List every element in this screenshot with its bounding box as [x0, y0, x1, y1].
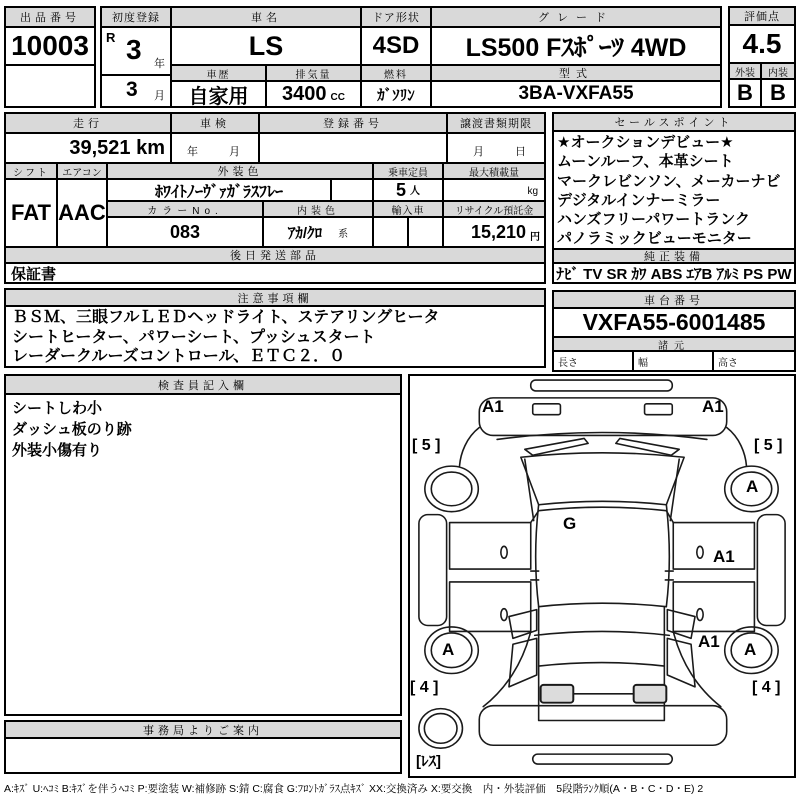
- grade-label: グレード: [432, 8, 720, 28]
- score-box: [728, 6, 796, 108]
- chassis-box: [552, 290, 796, 372]
- length-label: 長さ: [554, 352, 634, 370]
- max-load-unit: kg: [444, 180, 544, 202]
- car-name-value: LS: [172, 28, 362, 66]
- wheel-front-right-a-label: A: [746, 477, 759, 496]
- inspector-content: [6, 395, 400, 461]
- tire-rear-right-tread-label: [ 4 ]: [752, 679, 781, 696]
- first-registration-month-unit: 月: [154, 90, 165, 102]
- recycle-deposit-unit: 円: [530, 232, 540, 243]
- interior-grade-value: B: [770, 80, 786, 105]
- office-box: [4, 720, 402, 774]
- exterior-color-blank: [332, 180, 374, 202]
- inspector-line: 外装小傷有り: [12, 442, 103, 459]
- sales-point: ムーンルーフ、本革シート: [557, 153, 734, 171]
- displacement-value: 3400: [282, 82, 327, 105]
- sales-point: デジタルインナーミラー: [557, 191, 721, 209]
- first-registration-month-cell: [102, 76, 172, 106]
- transfer-doc-hint: 月 日: [448, 134, 544, 164]
- capacity-label: 乗車定員: [374, 164, 444, 180]
- transfer-doc-label: 譲渡書類期限: [448, 114, 544, 134]
- color-no-label: カラーNo.: [108, 202, 264, 218]
- later-shipping-value: 保証書: [11, 265, 57, 282]
- score-label: 評価点: [730, 8, 794, 26]
- spare-tire-less-label: [ﾚｽ]: [416, 753, 441, 770]
- color-no-value: 083: [108, 218, 264, 248]
- inspection-label: 車検: [172, 114, 260, 134]
- lot-number-value: 10003: [6, 28, 94, 66]
- model-code-label: 型式: [432, 66, 720, 82]
- sales-point: ハンズフリーパワートランク: [557, 211, 750, 229]
- first-registration-year-cell: [102, 28, 172, 76]
- mileage-label: 走行: [6, 114, 172, 134]
- factory-equipment-label: 純正装備: [554, 248, 794, 264]
- chassis-number-label: 車台番号: [554, 292, 794, 309]
- sales-points-label: セールスポイント: [554, 114, 794, 132]
- interior-color-value-cell: [264, 218, 374, 248]
- inspection-hint: 年 月: [172, 134, 260, 164]
- shift-value: FAT: [6, 180, 58, 248]
- factory-equipment-value: ﾅﾋﾞ TV SR ｶﾜ ABS ｴｱB ｱﾙﾐ PS PW: [556, 265, 792, 282]
- interior-color-suffix: 系: [338, 228, 349, 240]
- width-label: 幅: [634, 352, 714, 370]
- first-registration-era: R: [106, 30, 116, 45]
- first-registration-year: 3: [126, 34, 142, 65]
- aircon-value: AAC: [58, 180, 108, 248]
- shift-label: シフト: [6, 164, 58, 180]
- interior-color-value: ｱｶ/ｸﾛ: [287, 224, 323, 242]
- wheel-rear-right-a-label: A: [744, 640, 757, 659]
- displacement-unit: CC: [330, 92, 345, 103]
- interior-grade-label: 内装: [762, 64, 794, 80]
- lot-number-blank: [6, 66, 94, 106]
- lot-number-box: [4, 6, 96, 108]
- specs-label: 諸元: [554, 338, 794, 352]
- sales-points-box: [552, 112, 796, 284]
- tire-rear-left-tread-label: [ 4 ]: [410, 679, 439, 696]
- recycle-deposit-value: 15,210: [470, 221, 526, 242]
- first-registration-year-unit: 年: [154, 58, 165, 70]
- notes-content: [6, 307, 544, 366]
- quarter-rear-right-a1-label: A1: [698, 632, 720, 651]
- notes-box: [4, 288, 546, 368]
- lot-number-label: 出品番号: [6, 8, 94, 28]
- info-table: [4, 112, 546, 284]
- car-outline-drawing: [410, 376, 794, 776]
- history-value: 自家用: [172, 82, 267, 106]
- inspector-label: 検査員記入欄: [6, 376, 400, 395]
- office-label: 事務局よりご案内: [6, 722, 400, 739]
- recycle-deposit-cell: [444, 218, 544, 248]
- sales-point: ★オークションデビュー★: [557, 134, 734, 151]
- aircon-label: エアコン: [58, 164, 108, 180]
- grade-value: LS500 Fｽﾎﾟｰﾂ 4WD: [432, 28, 720, 66]
- sales-point: マークレビンソン、メーカーナビ: [557, 172, 781, 190]
- bumper-front-right-a1-label: A1: [702, 397, 724, 416]
- displacement-value-cell: [267, 82, 362, 106]
- mileage-value: 39,521 km: [6, 134, 172, 164]
- registration-number-label: 登録番号: [260, 114, 448, 134]
- fuel-value: ｶﾞｿﾘﾝ: [362, 82, 432, 106]
- import-value-a: [374, 218, 409, 248]
- first-registration-label: 初度登録: [102, 8, 172, 28]
- sales-points-content: [554, 132, 794, 248]
- windshield-g-label: G: [563, 514, 577, 533]
- header-table: [100, 6, 722, 108]
- exterior-grade-value: B: [730, 80, 762, 106]
- chassis-number-value: VXFA55-6001485: [554, 309, 794, 338]
- inspector-line: ダッシュ板のり跡: [12, 421, 132, 438]
- capacity-unit: 人: [410, 186, 420, 197]
- notes-label: 注意事項欄: [6, 290, 544, 307]
- capacity-value-cell: [374, 180, 444, 202]
- interior-color-label: 内装色: [264, 202, 374, 218]
- damage-diagram: [408, 374, 796, 778]
- door-shape-label: ドア形状: [362, 8, 432, 28]
- score-value: 4.5: [730, 26, 794, 64]
- notes-line: シートヒーター、パワーシート、プッシュスタート: [12, 328, 376, 346]
- inspector-box: [4, 374, 402, 716]
- capacity-value: 5: [395, 180, 406, 200]
- bumper-front-left-a1-label: A1: [482, 397, 504, 416]
- later-shipping-label: 後日発送部品: [6, 248, 544, 264]
- import-label: 輸入車: [374, 202, 444, 218]
- fuel-label: 燃料: [362, 66, 432, 82]
- tire-front-right-tread-label: [ 5 ]: [754, 437, 783, 454]
- wheel-rear-left-a-label: A: [442, 640, 455, 659]
- inspector-line: シートしわ小: [12, 400, 103, 417]
- height-label: 高さ: [718, 358, 738, 369]
- import-value-b: [409, 218, 444, 248]
- door-front-right-a1-label: A1: [713, 547, 735, 566]
- notes-line: ＢＳＭ、三眼フルＬＥＤヘッドライト、ステアリングヒータ: [12, 309, 440, 326]
- exterior-color-label: 外装色: [108, 164, 374, 180]
- displacement-label: 排気量: [267, 66, 362, 82]
- registration-number-value: [260, 134, 448, 164]
- model-code-value: 3BA-VXFA55: [518, 83, 634, 104]
- exterior-grade-label: 外装: [730, 64, 762, 80]
- damage-legend: A:ｷｽﾞ U:ﾍｺﾐ B:ｷｽﾞを伴うﾍｺﾐ P:要塗装 W:補修跡 S:錆 C:腐食 G:ﾌﾛﾝﾄｶﾞﾗｽ点ｷｽﾞ XX:交換済み X:要交換 内・外装評価 5段階ﾗﾝｸ順(A・B・C・D・E) 2: [4, 783, 704, 795]
- first-registration-month: 3: [126, 78, 138, 101]
- car-name-label: 車名: [172, 8, 362, 28]
- notes-line: レーダークルーズコントロール、ＥＴＣ２．０: [12, 348, 346, 365]
- max-load-label: 最大積載量: [444, 164, 544, 180]
- exterior-color-value: ﾎﾜｲﾄﾉｰｳﾞｧｶﾞﾗｽﾌﾚｰ: [108, 180, 332, 202]
- history-label: 車歴: [172, 66, 267, 82]
- recycle-deposit-label: リサイクル預託金: [444, 202, 544, 218]
- sales-point: パノラミックビューモニター: [557, 230, 752, 248]
- door-shape-value: 4SD: [362, 28, 432, 66]
- tire-front-left-tread-label: [ 5 ]: [412, 437, 441, 454]
